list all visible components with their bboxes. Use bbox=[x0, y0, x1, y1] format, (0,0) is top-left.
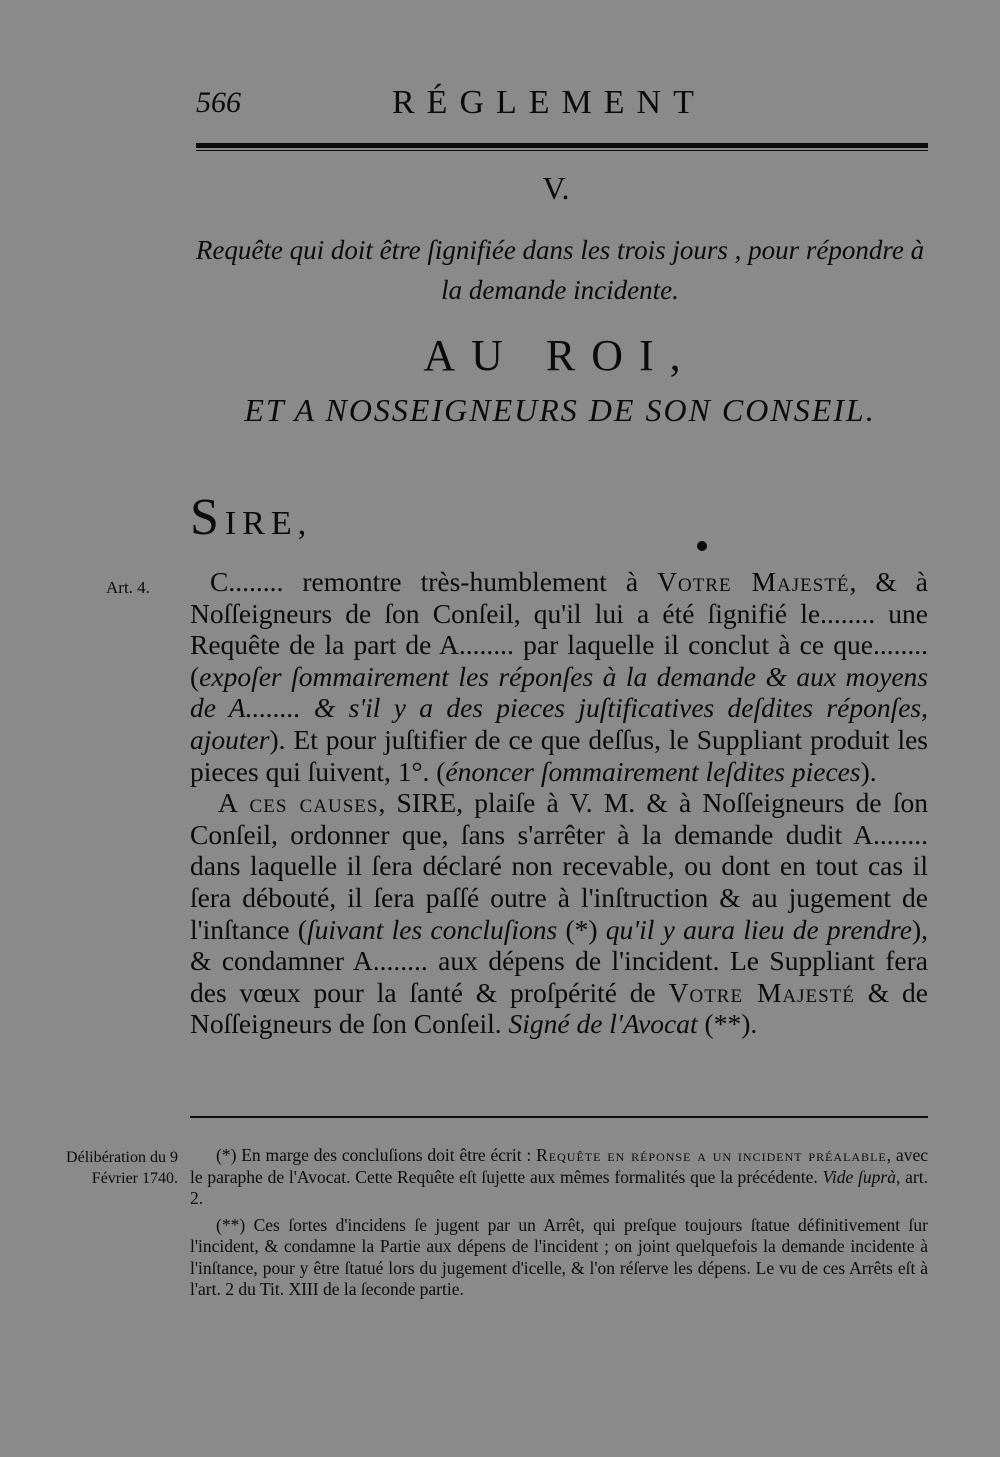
paragraph-2 bbox=[190, 787, 928, 1040]
fn1-text2: , avec le paraphe de l'Avocat. Cette Requête eſt ſujette aux mêmes formalités que la précédente. bbox=[190, 1145, 928, 1187]
header-rule bbox=[196, 143, 928, 148]
margin-note: Délibération du 9 Février 1740. bbox=[66, 1149, 178, 1187]
footnote-separator bbox=[190, 1116, 928, 1118]
p2-text3: ), & condamner A........ aux dépens de l'incident. Le Suppliant fera des vœux pour la ſanté & proſpérité de bbox=[190, 913, 928, 1008]
address-subtitle: ET A NOSSEIGNEURS DE SON CONSEIL. bbox=[244, 392, 876, 428]
footnote-1 bbox=[190, 1145, 928, 1210]
fn1-caps: Requête en réponse a un incident préalable bbox=[536, 1145, 887, 1165]
page-number: 566 bbox=[196, 86, 241, 119]
address-title: AU ROI, bbox=[423, 331, 697, 380]
salutation-rest: IRE, bbox=[224, 505, 313, 542]
p2-text1: , SIRE, plaiſe à V. M. & à Noſſeigneurs de ſon Conſeil, ordonner que, ſans s'arrêter à la demande dudit A........ dans laquelle il ſera déclaré non recevable, ou dont en tout cas il ſera débouté, il ſera paſſé outre à l'inſtruction & au jugement de l'inſtance ( bbox=[190, 787, 928, 945]
page-header bbox=[192, 82, 928, 132]
p1-text2: ). Et pour juſtifier de ce que deſſus, le Suppliant produit les pieces qui ſuivent, 1°. ( bbox=[190, 723, 928, 787]
p2-italic1: ſuivant les concluſions bbox=[307, 913, 558, 945]
paragraph-1 bbox=[190, 566, 928, 787]
footnotes bbox=[190, 1145, 928, 1306]
p2-text5: (**). bbox=[697, 1008, 758, 1040]
fn1-text1: (*) En marge des concluſions doit être écrit : bbox=[216, 1145, 537, 1165]
p2-italic2: qu'il y aura lieu de prendre bbox=[605, 913, 912, 945]
running-title: RÉGLEMENT bbox=[392, 84, 706, 121]
ornament-dot bbox=[697, 541, 707, 551]
p2-text2: (*) bbox=[557, 913, 606, 945]
p1-text3: ). bbox=[860, 755, 877, 787]
p1-lead: C........ remontre très-humblement à bbox=[210, 566, 658, 597]
petition-body bbox=[190, 566, 928, 1040]
section-subtitle: Requête qui doit être ſignifiée dans les trois jours , pour répondre à la demande incidente. bbox=[195, 235, 925, 305]
p2-italic3: Signé de l'Avocat bbox=[508, 1008, 698, 1040]
salutation bbox=[190, 488, 312, 547]
p2-majesty: Votre Majesté bbox=[668, 976, 855, 1008]
margin-article-ref: Art. 4. bbox=[106, 578, 150, 597]
p2-lead: A ces causes bbox=[218, 787, 379, 819]
p1-text1: , & à Noſſeigneurs de ſon Conſeil, qu'il lui a été ſignifié le........ une Requête de la part de A........ par laquelle il conclut à ce que........ ( bbox=[190, 566, 928, 692]
header-rule-thin bbox=[196, 150, 928, 151]
fn1-text3: , art. 2. bbox=[190, 1166, 928, 1208]
p2-text4: & de Noſſeigneurs de ſon Conſeil. bbox=[190, 976, 928, 1040]
fn1-italic: Vide ſuprà bbox=[822, 1166, 896, 1187]
salutation-initial: S bbox=[190, 489, 225, 546]
p1-majesty: Votre Majesté bbox=[657, 566, 850, 597]
p1-italic2: énoncer ſommairement leſdites pieces bbox=[445, 755, 861, 787]
footnote-2: (**) Ces ſortes d'incidens ſe jugent par un Arrêt, qui preſque toujours ſtatue définitivement ſur l'incident, & condamne la Partie aux dépens de l'incident ; on joint quelquefois la demande incidente à l'inſtance, pour y être ſtatué lors du jugement d'icelle, & l'on réſerve les dépens. Le vu de ces Arrêts eſt à l'art. 2 du Tit. XIII de la ſeconde partie. bbox=[190, 1214, 928, 1299]
section-number: V. bbox=[542, 170, 570, 206]
p1-italic1: expoſer ſommairement les réponſes à la demande & aux moyens de A........ & s'il y a des pieces juſtificatives deſdites réponſes, ajouter bbox=[190, 660, 928, 755]
